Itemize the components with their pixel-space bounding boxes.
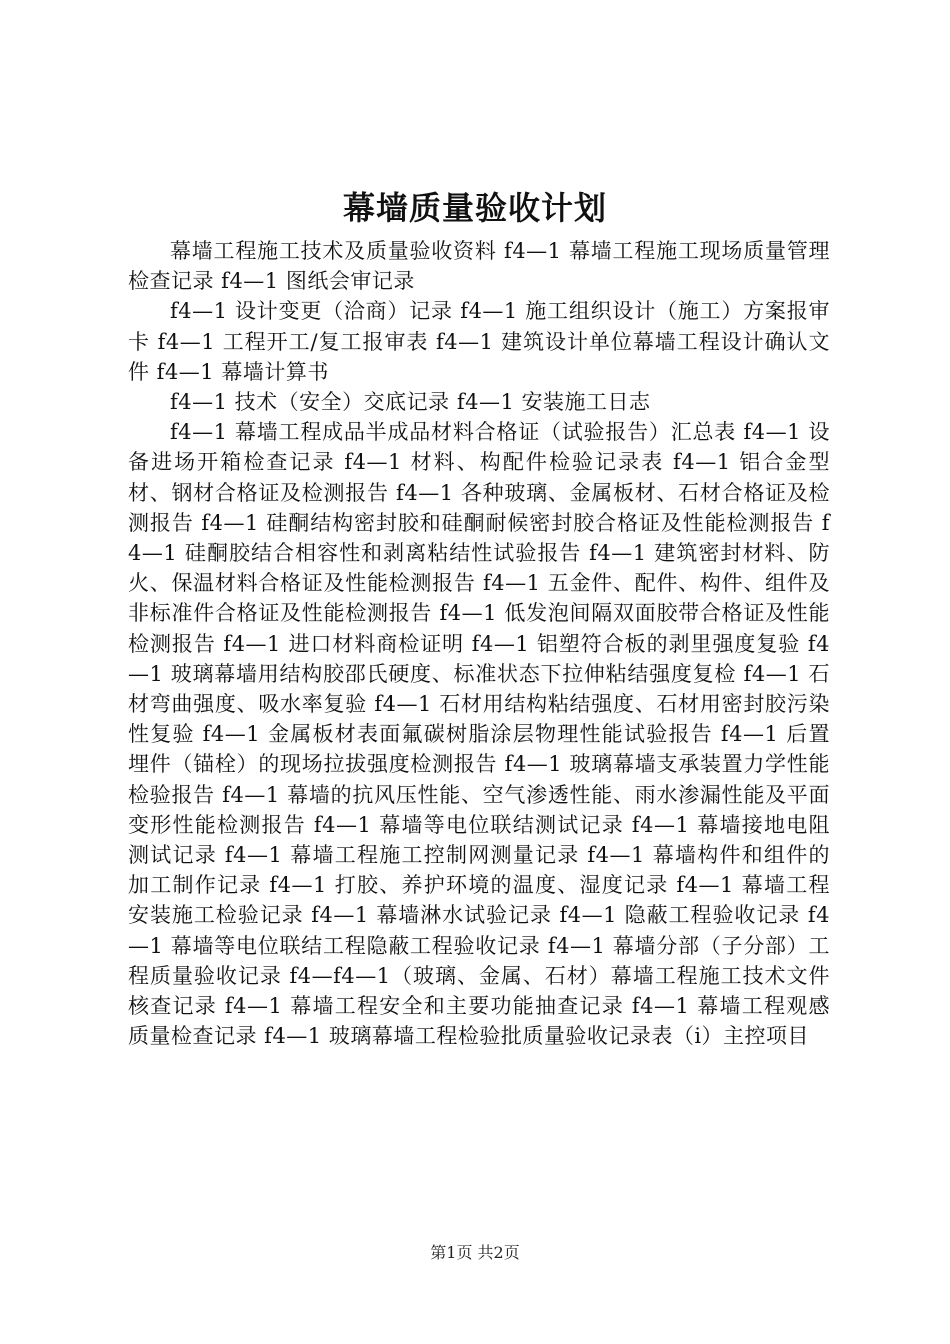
page-number-footer: 第1页 共2页 [430,1243,520,1262]
paragraph: 幕墙工程施工技术及质量验收资料 f4—1 幕墙工程施工现场质量管理检查记录 f4—1 图纸会审记录 [128,239,830,294]
document-body [128,236,830,1051]
paragraph: f4—1 设计变更（洽商）记录 f4—1 施工组织设计（施工）方案报审卡 f4—1 工程开工/复工报审表 f4—1 建筑设计单位幕墙工程设计确认文件 f4—1 幕墙计算书 [128,299,830,384]
paragraph: f4—1 技术（安全）交底记录 f4—1 安装施工日志 [170,390,651,415]
paragraph: f4—1 幕墙工程成品半成品材料合格证（试验报告）汇总表 f4—1 设备进场开箱检查记录 f4—1 材料、构配件检验记录表 f4—1 铝合金型材、钢材合格证及检测报告 f4—1 各种玻璃、金属板材、石材合格证及检测报告 f4—1 硅酮结构密封胶和硅酮耐候密封胶合格证及性能检测报告 f4—1 硅酮胶结合相容性和剥离粘结性试验报告 f4—1 建筑密封材料、防火、保温材料合格证及性能检测报告 f4—1 五金件、配件、构件、组件及非标准件合格证及性能检测报告 f4—1 低发泡间隔双面胶带合格证及性能检测报告 f4—1 进口材料商检证明 f4—1 铝塑符合板的剥里强度复验 f4—1 玻璃幕墙用结构胶邵氏硬度、标准状态下拉伸粘结强度复检 f4—1 石材弯曲强度、吸水率复验 f4—1 石材用结构粘结强度、石材用密封胶污染性复验 f4—1 金属板材表面氟碳树脂涂层物理性能试验报告 f4—1 后置埋件（锚栓）的现场拉拔强度检测报告 f4—1 玻璃幕墙支承装置力学性能检验报告 f4—1 幕墙的抗风压性能、空气渗透性能、雨水渗漏性能及平面变形性能检测报告 f4—1 幕墙等电位联结测试记录 f4—1 幕墙接地电阻测试记录 f4—1 幕墙工程施工控制网测量记录 f4—1 幕墙构件和组件的加工制作记录 f4—1 打胶、养护环境的温度、湿度记录 f4—1 幕墙工程安装施工检验记录 f4—1 幕墙淋水试验记录 f4—1 隐蔽工程验收记录 f4—1 幕墙等电位联结工程隐蔽工程验收记录 f4—1 幕墙分部（子分部）工程质量验收记录 f4—f4—1（玻璃、金属、石材）幕墙工程施工技术文件核查记录 f4—1 幕墙工程安全和主要功能抽查记录 f4—1 幕墙工程观感质量检查记录 f4—1 玻璃幕墙工程检验批质量验收记录表（i）主控项目 [128,420,830,1049]
document-title: 幕墙质量验收计划 [342,189,607,227]
